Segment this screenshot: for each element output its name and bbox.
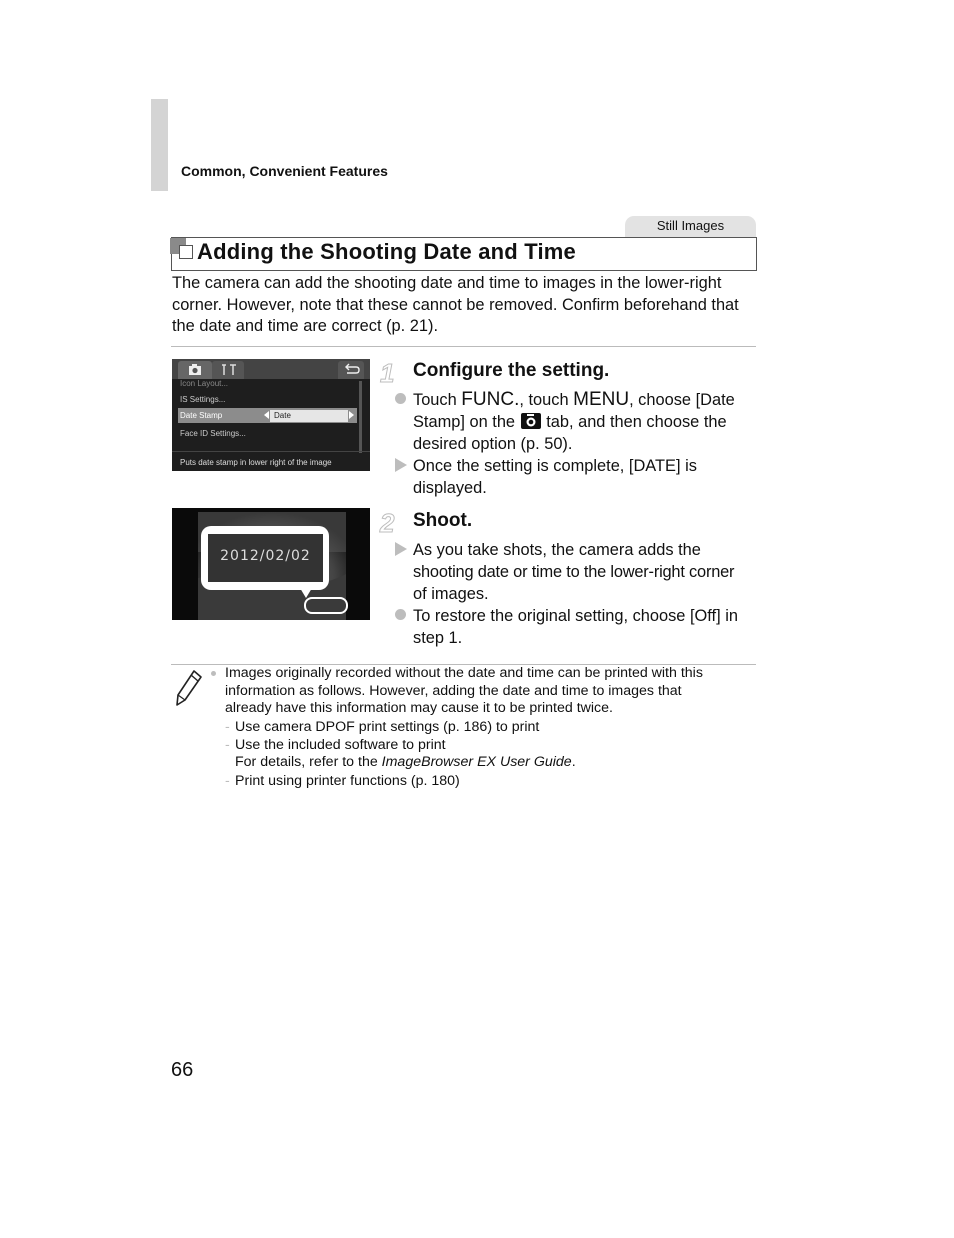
camera-tab-icon <box>520 412 542 430</box>
arrow-right-icon <box>349 411 354 419</box>
menu-item-selected: Date Stamp <box>180 411 223 420</box>
step-number: 2 <box>380 508 395 538</box>
still-images-tab: Still Images <box>625 216 756 238</box>
result-arrow-icon <box>395 458 407 472</box>
menu-screenshot <box>172 359 370 471</box>
step-line: step 1. <box>413 629 463 647</box>
step-line: displayed. <box>413 479 487 497</box>
section-label: Common, Convenient Features <box>181 163 388 179</box>
text-run: Touch <box>413 391 462 409</box>
menu-icon: MENU <box>573 389 630 410</box>
page-number: 66 <box>171 1059 194 1081</box>
note-sub-text: Print using printer functions (p. 180) <box>235 773 460 789</box>
note-sub-item <box>225 773 755 791</box>
note-sub-item <box>225 719 755 737</box>
note-detail-text: . <box>571 754 576 770</box>
text-run: Stamp] on the <box>413 413 516 431</box>
step-line: shooting date or time to the lower-right corner <box>413 563 735 581</box>
note-detail-title: ImageBrowser EX User Guide <box>381 754 572 770</box>
step-line <box>413 389 761 411</box>
date-stamp-zoom: 2012/02/02 <box>220 548 311 564</box>
step-line <box>413 411 761 433</box>
dash-icon: - <box>225 773 230 789</box>
title-marker-overlay <box>179 245 193 259</box>
back-icon <box>338 361 364 379</box>
func-icon: FUNC. <box>461 389 520 410</box>
back-tab <box>338 361 364 379</box>
menu-scrollbar <box>359 381 362 453</box>
settings-tab <box>212 361 244 379</box>
camera-tab <box>178 361 212 379</box>
note-bullet-icon <box>211 671 216 676</box>
text-run: tab, and then choose the <box>546 413 727 431</box>
intro-paragraph: The camera can add the shooting date and time to images in the lower-right corner. However, note that these cannot be removed. Confirm beforehand that the date and time are correct (p. 21). <box>172 274 739 335</box>
step-line: To restore the original setting, choose [Off] in <box>413 607 738 625</box>
bullet-dot-icon <box>395 393 406 404</box>
step-line: of images. <box>413 585 489 603</box>
sidebar-bar <box>151 99 168 191</box>
note-line: Images originally recorded without the date and time can be printed with this <box>225 665 703 681</box>
step-line: desired option (p. 50). <box>413 435 573 453</box>
menu-item: Icon Layout... <box>180 379 229 388</box>
photo-screenshot <box>172 508 370 620</box>
menu-item: IS Settings... <box>180 395 226 404</box>
divider <box>171 346 756 347</box>
result-arrow-icon <box>395 542 407 556</box>
text-run: , choose [Date <box>629 391 735 409</box>
wrench-icon <box>212 361 244 379</box>
note-sub-text: Use camera DPOF print settings (p. 186) to print <box>235 719 540 735</box>
note-line: already have this information may cause it to be printed twice. <box>225 700 613 716</box>
note-line: information as follows. However, adding the date and time to images that <box>225 683 682 699</box>
bullet-dot-icon <box>395 609 406 620</box>
step-line: As you take shots, the camera adds the <box>413 541 701 559</box>
step-title: Shoot. <box>413 510 473 531</box>
note-sub-item <box>225 737 755 755</box>
note-sub-text: Use the included software to print <box>235 737 446 753</box>
dash-icon: - <box>225 719 230 735</box>
menu-value-field: Date <box>270 410 348 422</box>
page-title: Adding the Shooting Date and Time <box>197 239 576 264</box>
dash-icon: - <box>225 737 230 753</box>
text-run: , touch <box>519 391 574 409</box>
step-line: Once the setting is complete, [DATE] is <box>413 457 697 475</box>
note-detail <box>235 754 765 772</box>
menu-footer-text: Puts date stamp in lower right of the image <box>180 458 332 467</box>
step-number: 1 <box>380 358 395 388</box>
pencil-icon <box>174 668 204 708</box>
date-stamp-highlight <box>304 597 348 614</box>
menu-item: Face ID Settings... <box>180 429 246 438</box>
camera-icon <box>178 361 212 379</box>
step-title: Configure the setting. <box>413 360 610 381</box>
menu-footer-divider <box>172 451 370 452</box>
note-detail-text: For details, refer to the <box>235 754 382 770</box>
arrow-left-icon <box>264 411 269 419</box>
